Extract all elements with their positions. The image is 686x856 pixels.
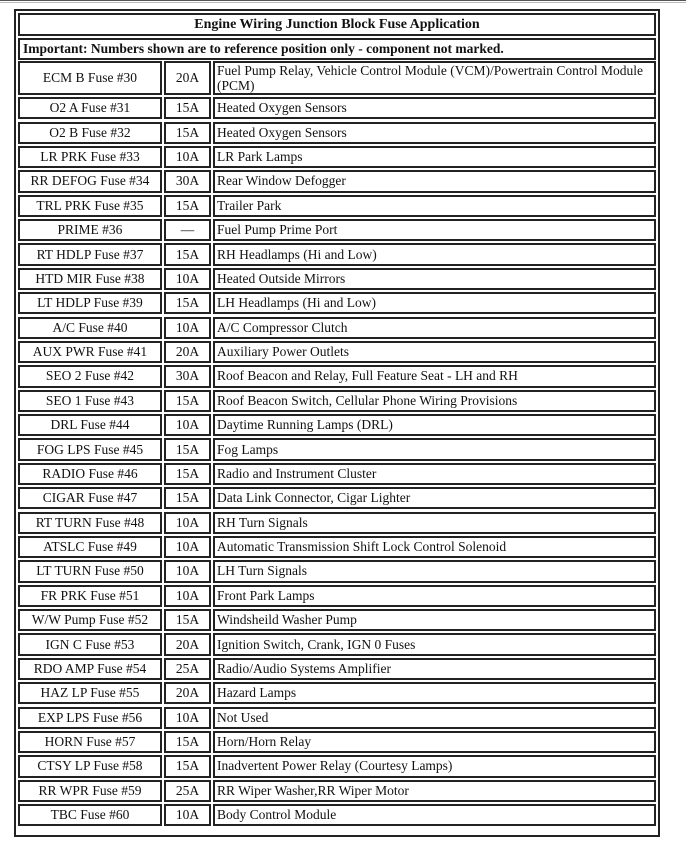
fuse-name-cell: SEO 2 Fuse #42: [18, 365, 162, 387]
fuse-name-cell: HAZ LP Fuse #55: [18, 682, 162, 704]
fuse-name-cell: ATSLC Fuse #49: [18, 536, 162, 558]
table-row: [18, 682, 656, 704]
fuse-description-cell: Data Link Connector, Cigar Lighter: [213, 487, 656, 509]
fuse-table: [18, 61, 656, 828]
table-row: [18, 219, 656, 241]
fuse-amperage-cell: 10A: [164, 560, 211, 582]
fuse-description-cell: Radio and Instrument Cluster: [213, 463, 656, 485]
fuse-amperage-cell: 15A: [164, 243, 211, 265]
fuse-amperage-cell: 15A: [164, 97, 211, 119]
fuse-name-cell: RADIO Fuse #46: [18, 463, 162, 485]
fuse-description-cell: Body Control Module: [213, 804, 656, 826]
fuse-description-cell: Windsheild Washer Pump: [213, 609, 656, 631]
fuse-name-cell: EXP LPS Fuse #56: [18, 707, 162, 729]
fuse-name-cell: TBC Fuse #60: [18, 804, 162, 826]
fuse-name-cell: HORN Fuse #57: [18, 731, 162, 753]
fuse-description-cell: Daytime Running Lamps (DRL): [213, 414, 656, 436]
fuse-name-cell: AUX PWR Fuse #41: [18, 341, 162, 363]
fuse-name-cell: FOG LPS Fuse #45: [18, 438, 162, 460]
fuse-description-cell: Roof Beacon Switch, Cellular Phone Wiring Provisions: [213, 390, 656, 412]
table-row: [18, 755, 656, 777]
table-row: [18, 146, 656, 168]
table-row: [18, 512, 656, 534]
table-row: [18, 365, 656, 387]
fuse-amperage-cell: 10A: [164, 268, 211, 290]
fuse-name-cell: DRL Fuse #44: [18, 414, 162, 436]
fuse-name-cell: LT TURN Fuse #50: [18, 560, 162, 582]
fuse-name-cell: RT HDLP Fuse #37: [18, 243, 162, 265]
fuse-amperage-cell: 15A: [164, 292, 211, 314]
table-note: Important: Numbers shown are to reference position only - component not marked.: [18, 38, 656, 60]
fuse-amperage-cell: 10A: [164, 585, 211, 607]
fuse-amperage-cell: 15A: [164, 487, 211, 509]
table-row: [18, 438, 656, 460]
fuse-name-cell: LR PRK Fuse #33: [18, 146, 162, 168]
fuse-amperage-cell: 25A: [164, 780, 211, 802]
fuse-name-cell: CIGAR Fuse #47: [18, 487, 162, 509]
fuse-description-cell: Not Used: [213, 707, 656, 729]
fuse-description-cell: Horn/Horn Relay: [213, 731, 656, 753]
table-row: [18, 268, 656, 290]
fuse-name-cell: IGN C Fuse #53: [18, 633, 162, 655]
fuse-description-cell: LR Park Lamps: [213, 146, 656, 168]
fuse-name-cell: FR PRK Fuse #51: [18, 585, 162, 607]
fuse-amperage-cell: 15A: [164, 731, 211, 753]
table-row: [18, 463, 656, 485]
table-row: [18, 560, 656, 582]
fuse-amperage-cell: 10A: [164, 707, 211, 729]
fuse-amperage-cell: 25A: [164, 658, 211, 680]
table-row: [18, 633, 656, 655]
fuse-name-cell: TRL PRK Fuse #35: [18, 195, 162, 217]
top-rule: [0, 0, 686, 1]
table-row: [18, 390, 656, 412]
fuse-amperage-cell: —: [164, 219, 211, 241]
fuse-description-cell: Fuel Pump Prime Port: [213, 219, 656, 241]
fuse-name-cell: A/C Fuse #40: [18, 317, 162, 339]
fuse-amperage-cell: 20A: [164, 633, 211, 655]
table-row: [18, 122, 656, 144]
table-row: [18, 731, 656, 753]
fuse-amperage-cell: 20A: [164, 61, 211, 95]
table-row: [18, 292, 656, 314]
fuse-name-cell: CTSY LP Fuse #58: [18, 755, 162, 777]
table-row: [18, 804, 656, 826]
fuse-description-cell: Auxiliary Power Outlets: [213, 341, 656, 363]
fuse-description-cell: A/C Compressor Clutch: [213, 317, 656, 339]
fuse-amperage-cell: 15A: [164, 195, 211, 217]
table-row: [18, 707, 656, 729]
fuse-description-cell: Front Park Lamps: [213, 585, 656, 607]
fuse-amperage-cell: 10A: [164, 414, 211, 436]
fuse-name-cell: SEO 1 Fuse #43: [18, 390, 162, 412]
fuse-name-cell: PRIME #36: [18, 219, 162, 241]
fuse-description-cell: Inadvertent Power Relay (Courtesy Lamps): [213, 755, 656, 777]
fuse-amperage-cell: 30A: [164, 170, 211, 192]
top-rule-faint: [0, 2, 686, 3]
table-row: [18, 341, 656, 363]
table-row: [18, 780, 656, 802]
fuse-amperage-cell: 10A: [164, 512, 211, 534]
table-row: [18, 195, 656, 217]
table-row: [18, 585, 656, 607]
fuse-name-cell: O2 A Fuse #31: [18, 97, 162, 119]
fuse-amperage-cell: 15A: [164, 438, 211, 460]
fuse-description-cell: Heated Outside Mirrors: [213, 268, 656, 290]
fuse-name-cell: RT TURN Fuse #48: [18, 512, 162, 534]
fuse-amperage-cell: 15A: [164, 463, 211, 485]
fuse-amperage-cell: 10A: [164, 317, 211, 339]
table-row: [18, 609, 656, 631]
fuse-amperage-cell: 20A: [164, 682, 211, 704]
fuse-description-cell: Hazard Lamps: [213, 682, 656, 704]
fuse-description-cell: Trailer Park: [213, 195, 656, 217]
fuse-description-cell: Rear Window Defogger: [213, 170, 656, 192]
fuse-amperage-cell: 15A: [164, 609, 211, 631]
table-row: [18, 414, 656, 436]
fuse-description-cell: Heated Oxygen Sensors: [213, 97, 656, 119]
table-row: [18, 61, 656, 95]
fuse-name-cell: RDO AMP Fuse #54: [18, 658, 162, 680]
fuse-amperage-cell: 15A: [164, 390, 211, 412]
fuse-description-cell: LH Turn Signals: [213, 560, 656, 582]
fuse-amperage-cell: 15A: [164, 122, 211, 144]
fuse-description-cell: Radio/Audio Systems Amplifier: [213, 658, 656, 680]
table-row: [18, 658, 656, 680]
table-row: [18, 170, 656, 192]
fuse-description-cell: Heated Oxygen Sensors: [213, 122, 656, 144]
fuse-amperage-cell: 10A: [164, 536, 211, 558]
fuse-name-cell: RR DEFOG Fuse #34: [18, 170, 162, 192]
table-row: [18, 97, 656, 119]
fuse-description-cell: Fog Lamps: [213, 438, 656, 460]
fuse-description-cell: RH Headlamps (Hi and Low): [213, 243, 656, 265]
fuse-description-cell: LH Headlamps (Hi and Low): [213, 292, 656, 314]
fuse-name-cell: LT HDLP Fuse #39: [18, 292, 162, 314]
table-row: [18, 487, 656, 509]
fuse-name-cell: RR WPR Fuse #59: [18, 780, 162, 802]
table-title: Engine Wiring Junction Block Fuse Application: [18, 13, 656, 36]
fuse-amperage-cell: 30A: [164, 365, 211, 387]
table-row: [18, 317, 656, 339]
fuse-description-cell: Ignition Switch, Crank, IGN 0 Fuses: [213, 633, 656, 655]
fuse-amperage-cell: 15A: [164, 755, 211, 777]
fuse-amperage-cell: 20A: [164, 341, 211, 363]
fuse-amperage-cell: 10A: [164, 804, 211, 826]
table-row: [18, 536, 656, 558]
fuse-description-cell: Automatic Transmission Shift Lock Control Solenoid: [213, 536, 656, 558]
table-row: [18, 243, 656, 265]
fuse-description-cell: RR Wiper Washer,RR Wiper Motor: [213, 780, 656, 802]
fuse-name-cell: W/W Pump Fuse #52: [18, 609, 162, 631]
fuse-description-cell: Roof Beacon and Relay, Full Feature Seat - LH and RH: [213, 365, 656, 387]
fuse-description-cell: RH Turn Signals: [213, 512, 656, 534]
fuse-description-cell: Fuel Pump Relay, Vehicle Control Module (VCM)/Powertrain Control Module (PCM): [213, 61, 656, 95]
fuse-name-cell: ECM B Fuse #30: [18, 61, 162, 95]
fuse-name-cell: O2 B Fuse #32: [18, 122, 162, 144]
fuse-name-cell: HTD MIR Fuse #38: [18, 268, 162, 290]
fuse-amperage-cell: 10A: [164, 146, 211, 168]
